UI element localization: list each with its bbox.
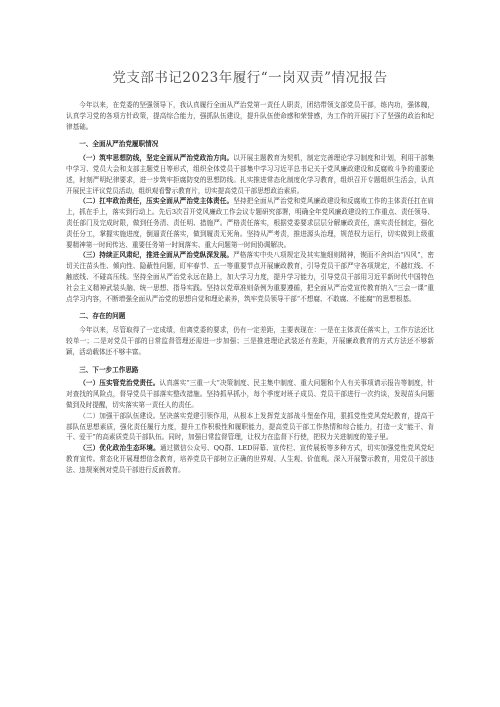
paragraph-body: 通过微信公众号、QQ群、LED屏幕、宣传栏、宣传展板等多种方式，切实加强党性党风党纪教育宣传。常态化开展理想信念教育，培养党员干部树立正确的世界观、人生观、价值观。深入开展警示教育，用党员干部违法、违规案例对党员干部进行反面教育。 — [66, 444, 434, 474]
paragraph-lead: （三）持续正风肃纪，推进全面从严治党纵深发展。 — [79, 251, 234, 260]
section-heading-2: 二、存在的问题 — [79, 312, 126, 321]
section2-paragraph: 今年以来，尽管取得了一定成绩，但离党委的要求，仍有一定差距，主要表现在：一是在主体责任落实上，工作方法还比较单一；二是对党员干部的日常监督管理还需进一步加强；三是推进理论武装还有差距，开展廉政教育的方式方法还不够新颖，活动载体还不够丰富。 — [66, 326, 434, 356]
section-heading-3: 三、下一步工作思路 — [79, 365, 139, 374]
paragraph-lead: （一）压实管党治党责任。 — [79, 379, 160, 388]
paragraph-lead: （三）优化政治生态环境。 — [79, 444, 160, 453]
paragraph-lead: （一）筑牢思想防线，坚定全面从严治党政治方向。 — [79, 154, 234, 163]
section3-paragraph-1 — [66, 378, 434, 410]
section3-paragraph-2 — [66, 411, 434, 443]
section3-paragraph-3 — [66, 443, 434, 475]
paragraph-body: 严格落实中央八项规定及其实施细则精神，锲而不舍纠治“四风”，密切关注苗头性、倾向性、隐蔽性问题，盯牢春节、五一等重要节点开展廉政教育，引导党员干部严守各项规定，不越红线、不触底线、不碰高压线。坚持全面从严治党永远在路上，加大学习力度，提升学习能力，引导党员干部用习近平新时代中国特色社会主义精神武装头脑、统一思想、指导实践。坚持以党章准则条例为重要遵循，把全面从严治党宣传教育纳入“三会一课”重点学习内容，不断增强全面从严治党的思想自觉和理论素养，筑牢党员领导干部“不想腐、不敢腐、不能腐”的思想根基。 — [66, 251, 434, 303]
paragraph-lead: （二）加强干部队伍建设。 — [79, 411, 160, 420]
section1-paragraph-1 — [66, 153, 434, 196]
section-heading-1: 一、全面从严治党履职情况 — [79, 140, 159, 149]
intro-paragraph: 今年以来，在党委的坚强领导下，我认真履行全面从严治党第一责任人职责，团结带领支部党员干部，练内功，强体魄，认真学习党的各项方针政策，提高综合能力，强抓队伍建设，提升队伍使命感和荣誉感，为工作的开展打下了坚强的政治和纪律基础。 — [66, 101, 434, 131]
document-title: 党支部书记2023年履行“一岗双责”情况报告 — [112, 70, 388, 86]
paragraph-lead: （二）扛牢政治责任，压实全面从严治党主体责任。 — [79, 197, 234, 206]
paragraph-body: 坚持把全面从严治党和党风廉政建设和反腐败工作的主体责任扛在肩上，抓在手上，落实到行动上。先后3次召开党风廉政工作会议专题研究部署，明确全年党风廉政建设的工作重点、责任领导、责任部门及完成时限，做到任务清、责任明、措施严。严格责任落实，根据党委要求层层分解廉政责任，落实责任制定，强化责任分工，掌握实施进度，倒逼责任落实，做到履责无死角。坚持从严考责，推进源头治理，规范权力运行，切实做到上级重要精神第一时间传达、重要任务第一时间落实、重大问题第一时间协调解决。 — [66, 197, 435, 249]
section1-paragraph-3 — [66, 250, 434, 304]
paragraph-body: 认真落实“三重一大”决策制度、民主集中制度、重大问题和个人有关事项请示报告等制度，针对查找的风险点，督导党员干部落实整改措施。坚持抓早抓小，每个季度对班子成员、党员干部进行一次约谈，发现苗头问题做到及时提醒，切实落实第一责任人的责任。 — [66, 379, 435, 409]
paragraph-body: 以开展主题教育为契机，制定完善理论学习制度和计划，利用干部集中学习、党员大会和支部主题党日等形式，组织全体党员干部集中学习习近平总书记关于党风廉政建设和反腐败斗争的重要论述，时刻严明纪律要求，进一步筑牢拒腐防变的思想防线。扎实推进常态化制度化学习教育，组织召开专题组织生活会，认真开展民主评议党员活动，组织观看警示教育片，切实提高党员干部思想政治素质。 — [66, 154, 435, 195]
paragraph-body: 坚决落实党建引领作用，从根本上发挥党支部战斗堡垒作用，狠抓党性党风党纪教育，提高干部队伍思想素质，强化责任履行力度，提升工作积极性和履职能力，提高党员干部工作热情和综合能力，打造一支“能干、肯干、爱干”的高素质党员干部队伍。同时，加强日常监督管理，让权力在监督下行使，把权力关进制度的笼子里。 — [66, 411, 434, 442]
section1-paragraph-2 — [66, 196, 434, 250]
